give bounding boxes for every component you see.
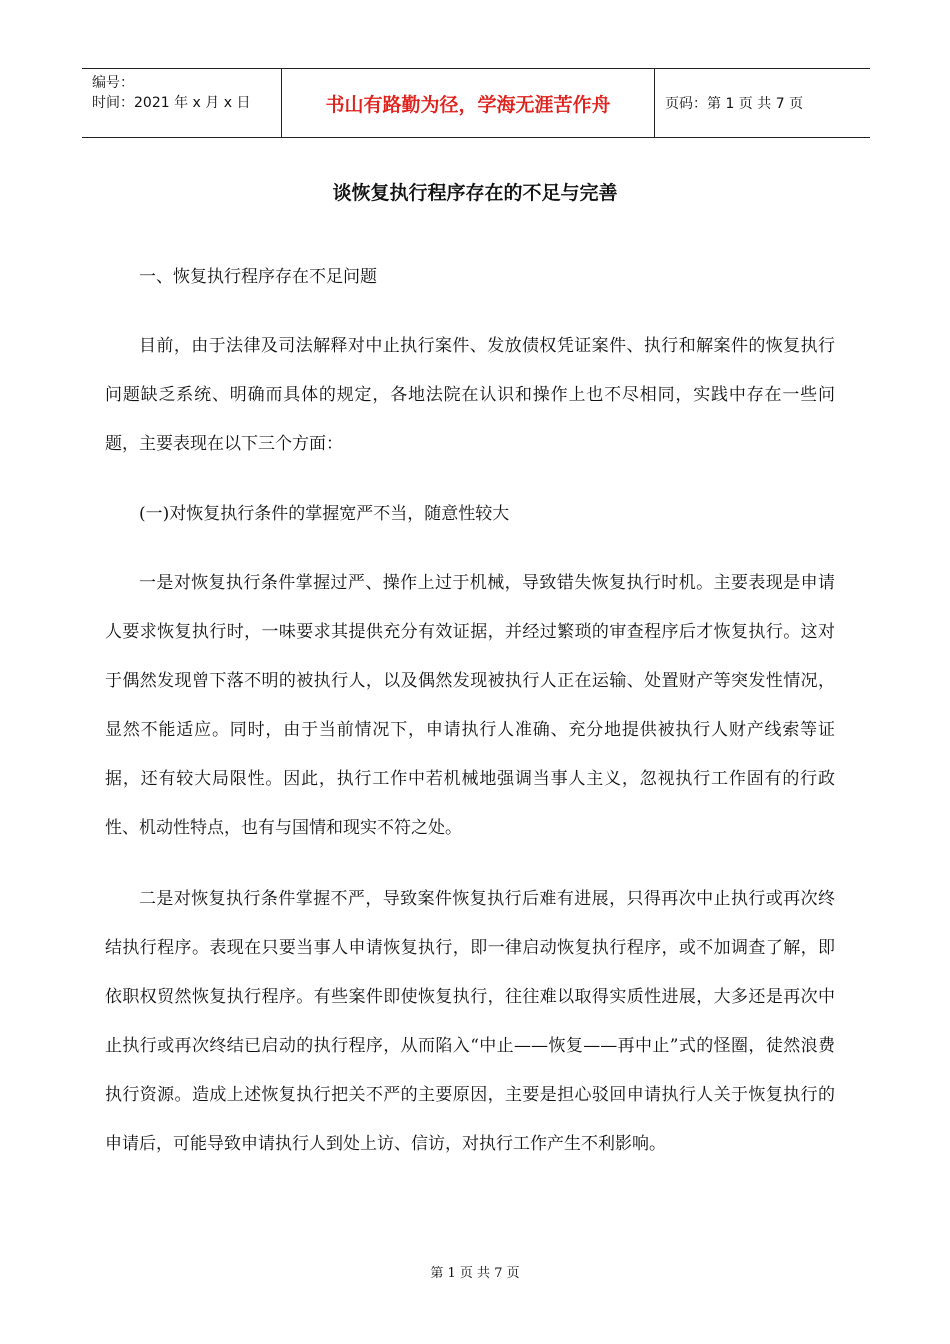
motto: 书山有路勤为径，学海无涯苦作舟 bbox=[282, 69, 655, 137]
header-table bbox=[82, 68, 870, 138]
body-paragraph: 二是对恢复执行条件掌握不严，导致案件恢复执行后难有进展，只得再次中止执行或再次终结执行程序。表现在只要当事人申请恢复执行，即一律启动恢复执行程序，或不加调查了解，即依职权贸然恢复执行程序。有些案件即使恢复执行，往往难以取得实质性进展，大多还是再次中止执行或再次终结已启动的执行程序，从而陷入“中止——恢复——再中止”式的怪圈，徒然浪费执行资源。造成上述恢复执行把关不严的主要原因，主要是担心驳回申请执行人关于恢复执行的申请后，可能导致申请执行人到处上访、信访，对执行工作产生不利影响。 bbox=[105, 889, 835, 1154]
number-label: 编号： bbox=[92, 75, 134, 91]
body-paragraph: 一是对恢复执行条件掌握过严、操作上过于机械，导致错失恢复执行时机。主要表现是申请人要求恢复执行时，一味要求其提供充分有效证据，并经过繁琐的审查程序后才恢复执行。这对于偶然发现曾下落不明的被执行人，以及偶然发现被执行人正在运输、处置财产等突发性情况，显然不能适应。同时，由于当前情况下，申请执行人准确、充分地提供被执行人财产线索等证据，还有较大局限性。因此，执行工作中若机械地强调当事人主义，忽视执行工作固有的行政性、机动性特点，也有与国情和现实不符之处。 bbox=[105, 573, 835, 838]
page-footer: 第 1 页 共 7 页 bbox=[430, 1266, 520, 1281]
subsection-heading: (一)对恢复执行条件的掌握宽严不当，随意性较大 bbox=[139, 504, 510, 524]
section-heading: 一、恢复执行程序存在不足问题 bbox=[139, 267, 377, 287]
document-title: 谈恢复执行程序存在的不足与完善 bbox=[332, 182, 618, 204]
page-info: 页码：第 1 页 共 7 页 bbox=[665, 96, 804, 112]
header-meta bbox=[82, 69, 282, 137]
date-label: 时间：2021 年 x 月 x 日 bbox=[92, 95, 251, 111]
body-paragraph: 目前，由于法律及司法解释对中止执行案件、发放债权凭证案件、执行和解案件的恢复执行问题缺乏系统、明确而具体的规定，各地法院在认识和操作上也不尽相同，实践中存在一些问题，主要表现在以下三个方面： bbox=[105, 336, 835, 454]
